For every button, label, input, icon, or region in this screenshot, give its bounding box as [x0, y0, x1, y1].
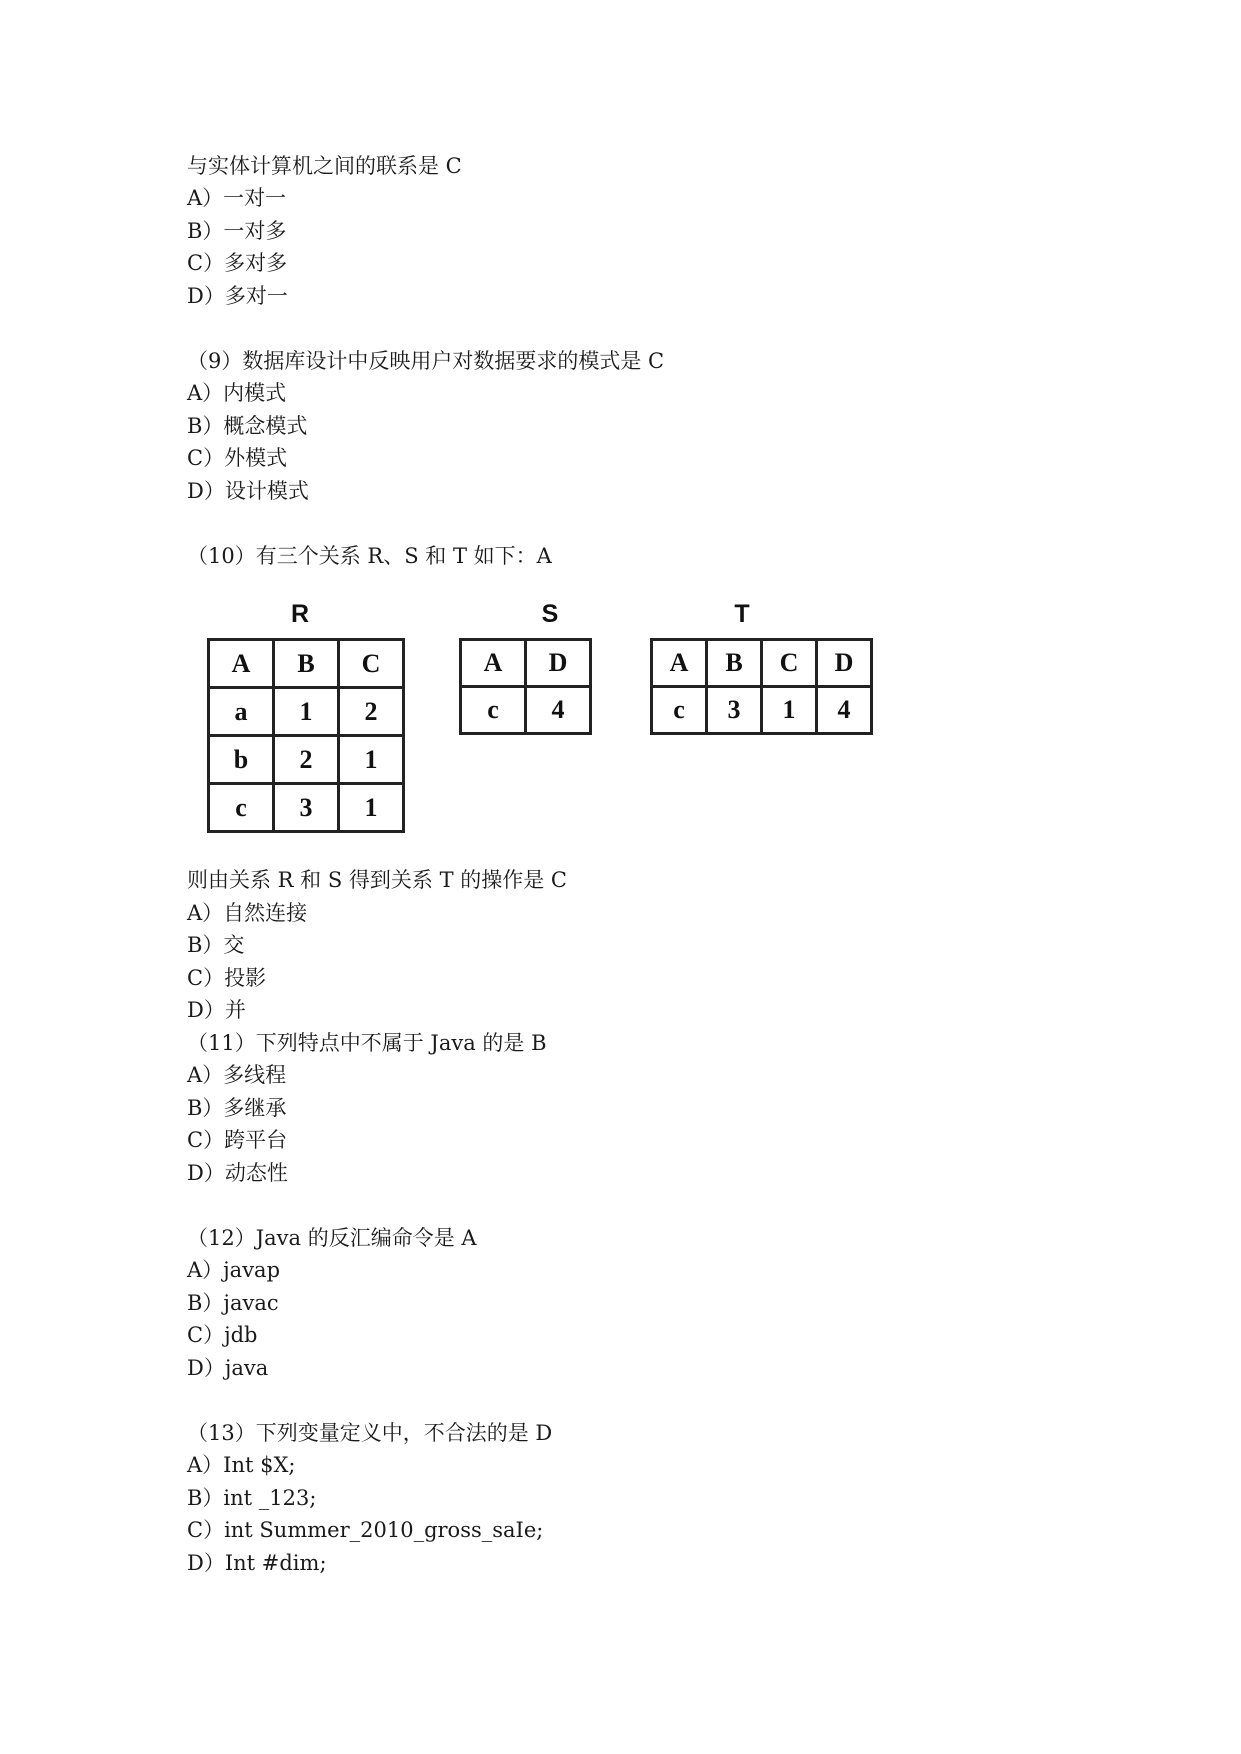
q9-option-c: C）外模式	[187, 446, 288, 470]
question-10-prompt: 则由关系 R 和 S 得到关系 T 的操作是 C	[187, 868, 567, 892]
table-row	[652, 687, 872, 734]
table-header-cell: A	[461, 640, 526, 687]
table-cell: 4	[526, 687, 591, 734]
relation-s-label: S	[541, 600, 559, 628]
table-cell: c	[461, 687, 526, 734]
relation-r-table	[207, 638, 405, 833]
table-header-row	[652, 640, 872, 687]
table-header-cell: C	[762, 640, 817, 687]
q9-option-a: A）内模式	[187, 381, 287, 405]
q12-option-d: D）java	[187, 1356, 269, 1380]
q11-option-d: D）动态性	[187, 1161, 288, 1185]
relation-t-label: T	[734, 600, 750, 628]
q12-option-a: A）javap	[187, 1258, 281, 1282]
table-cell: 2	[339, 688, 404, 736]
table-header-cell: B	[707, 640, 762, 687]
table-row	[209, 784, 404, 832]
q8-option-c: C）多对多	[187, 251, 288, 275]
q10-option-a: A）自然连接	[187, 901, 308, 925]
table-header-cell: D	[817, 640, 872, 687]
q10-option-b: B）交	[187, 933, 245, 957]
q13-option-d: D）Int #dim;	[187, 1551, 327, 1575]
table-cell: 3	[707, 687, 762, 734]
table-header-cell: A	[652, 640, 707, 687]
q13-option-b: B）int _123;	[187, 1486, 317, 1510]
table-header-cell: B	[274, 640, 339, 688]
q10-option-d: D）并	[187, 998, 246, 1022]
q11-option-b: B）多继承	[187, 1096, 287, 1120]
table-cell: b	[209, 736, 274, 784]
table-row	[461, 687, 591, 734]
q9-option-b: B）概念模式	[187, 414, 308, 438]
q13-option-a: A）Int $X;	[187, 1453, 296, 1477]
table-row	[209, 688, 404, 736]
question-10-stem: （10）有三个关系 R、S 和 T 如下：A	[187, 544, 552, 568]
table-cell: 1	[762, 687, 817, 734]
question-8-stem-tail: 与实体计算机之间的联系是 C	[187, 154, 462, 178]
question-9-stem: （9）数据库设计中反映用户对数据要求的模式是 C	[187, 349, 665, 373]
question-11-stem: （11）下列特点中不属于 Java 的是 B	[187, 1031, 547, 1055]
table-row	[209, 736, 404, 784]
relation-t-table	[650, 638, 873, 735]
table-cell: a	[209, 688, 274, 736]
table-cell: 1	[274, 688, 339, 736]
table-header-cell: D	[526, 640, 591, 687]
table-header-row	[209, 640, 404, 688]
table-cell: c	[652, 687, 707, 734]
relation-r-label: R	[290, 600, 310, 628]
relation-s-table	[459, 638, 592, 735]
q9-option-d: D）设计模式	[187, 479, 309, 503]
q11-option-a: A）多线程	[187, 1063, 287, 1087]
q13-option-c: C）int Summer_2010_gross_saIe;	[187, 1518, 544, 1542]
table-header-row	[461, 640, 591, 687]
table-cell: c	[209, 784, 274, 832]
q8-option-d: D）多对一	[187, 284, 288, 308]
q11-option-c: C）跨平台	[187, 1128, 288, 1152]
table-cell: 4	[817, 687, 872, 734]
table-cell: 1	[339, 736, 404, 784]
q12-option-b: B）javac	[187, 1291, 279, 1315]
table-header-cell: A	[209, 640, 274, 688]
table-cell: 3	[274, 784, 339, 832]
question-13-stem: （13）下列变量定义中，不合法的是 D	[187, 1421, 553, 1445]
q12-option-c: C）jdb	[187, 1323, 258, 1347]
q10-option-c: C）投影	[187, 966, 267, 990]
table-cell: 2	[274, 736, 339, 784]
q8-option-a: A）一对一	[187, 186, 287, 210]
question-12-stem: （12）Java 的反汇编命令是 A	[187, 1226, 477, 1250]
table-cell: 1	[339, 784, 404, 832]
table-header-cell: C	[339, 640, 404, 688]
q8-option-b: B）一对多	[187, 219, 287, 243]
